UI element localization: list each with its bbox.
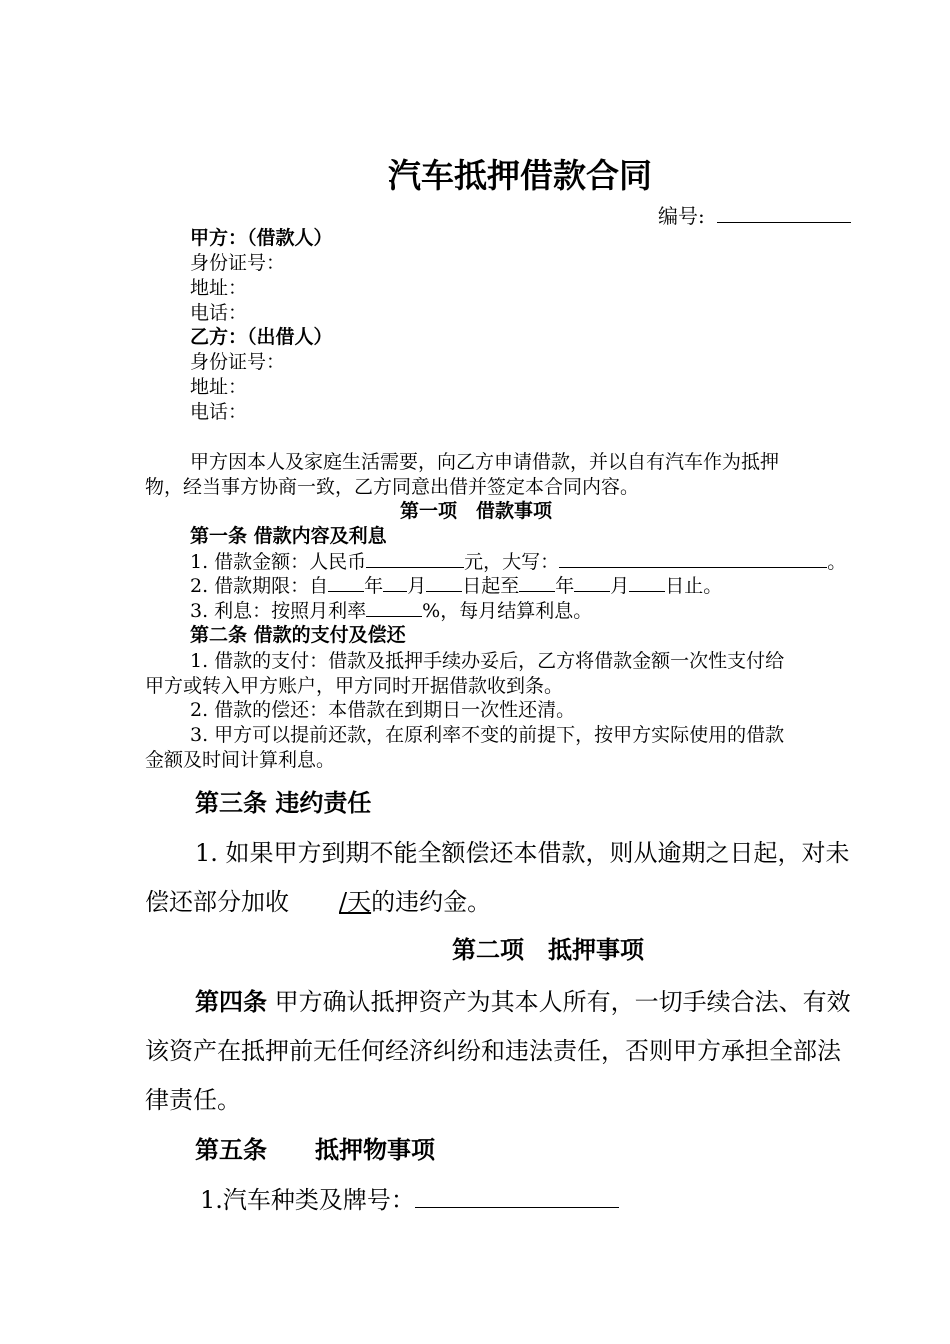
penalty-blank: /天 <box>339 888 372 916</box>
article-4-text: 甲方确认抵押资产为其本人所有，一切手续合法、有效 <box>274 988 851 1016</box>
article-4-heading: 第四条 <box>195 987 267 1016</box>
article-4-line-1 <box>195 982 851 1017</box>
article-2-item-1-line-2: 甲方或转入甲方账户，甲方同时开据借款收到条。 <box>145 675 564 697</box>
article-3-heading: 第三条 违约责任 <box>195 788 372 817</box>
section-2-heading: 第二项 抵押事项 <box>452 935 644 964</box>
serial-number-field <box>658 200 851 229</box>
article-2-heading: 第二条 借款的支付及偿还 <box>190 624 406 646</box>
item-end-mark: 。 <box>827 551 847 573</box>
article-4-line-2: 该资产在抵押前无任何经济纠纷和违法责任，否则甲方承担全部法 <box>145 1037 841 1065</box>
penalty-suffix: 的违约金。 <box>371 888 492 916</box>
amount-in-words-label: 元，大写： <box>464 551 560 573</box>
end-month-blank <box>574 573 610 592</box>
article-2-item-3-line-1: 3. 甲方可以提前还款，在原利率不变的前提下，按甲方实际使用的借款 <box>190 724 785 746</box>
serial-label: 编号: <box>658 204 705 228</box>
interest-rate-label: 3. 利息：按照月利率 <box>190 600 367 622</box>
article-1-heading: 第一条 借款内容及利息 <box>190 525 387 547</box>
article-2-item-3-line-2: 金额及时间计算利息。 <box>145 749 336 771</box>
section-1-heading: 第一项 借款事项 <box>400 500 553 522</box>
end-day-blank <box>629 573 665 592</box>
car-type-plate-label: 1.汽车种类及牌号： <box>200 1186 415 1214</box>
amount-in-words-blank <box>559 549 827 568</box>
party-b-address-label: 地址： <box>190 376 248 398</box>
start-month-blank <box>383 573 407 592</box>
car-type-plate-blank <box>415 1185 619 1208</box>
start-year-blank <box>328 573 364 592</box>
party-b-heading: 乙方：（出借人） <box>190 326 333 348</box>
end-year-blank <box>519 573 555 592</box>
month-label-2: 月 <box>610 575 630 597</box>
article-1-item-2 <box>190 573 722 598</box>
loan-term-label: 2. 借款期限：自 <box>190 575 329 597</box>
year-label-2: 年 <box>555 575 575 597</box>
article-2-item-2: 2. 借款的偿还：本借款在到期日一次性还清。 <box>190 699 576 721</box>
interest-rate-suffix: %，每月结算利息。 <box>422 600 593 622</box>
serial-blank <box>717 204 851 223</box>
penalty-label: 偿还部分加收 <box>145 888 289 916</box>
day-end-label: 日止。 <box>665 575 723 597</box>
year-label: 年 <box>364 575 384 597</box>
party-b-id-label: 身份证号： <box>190 351 286 373</box>
loan-amount-blank <box>366 549 464 568</box>
intro-line-1: 甲方因本人及家庭生活需要，向乙方申请借款，并以自有汽车作为抵押 <box>190 451 780 473</box>
interest-rate-blank <box>366 598 422 617</box>
article-4-line-3: 律责任。 <box>145 1086 241 1114</box>
intro-line-2: 物，经当事方协商一致，乙方同意出借并签定本合同内容。 <box>145 476 640 498</box>
day-to-label: 日起至 <box>462 575 520 597</box>
document-title: 汽车抵押借款合同 <box>388 156 652 195</box>
article-5-item-1 <box>200 1180 619 1215</box>
party-b-phone-label: 电话： <box>190 401 248 423</box>
article-1-item-3 <box>190 598 592 623</box>
article-3-item-1-line-2 <box>145 882 491 917</box>
article-3-item-1-line-1: 1. 如果甲方到期不能全额偿还本借款，则从逾期之日起，对未 <box>195 839 850 867</box>
party-a-heading: 甲方：（借款人） <box>190 227 333 249</box>
article-2-item-1-line-1: 1. 借款的支付：借款及抵押手续办妥后，乙方将借款金额一次性支付给 <box>190 650 785 672</box>
loan-amount-label: 1. 借款金额：人民币 <box>190 551 367 573</box>
party-a-id-label: 身份证号： <box>190 252 286 274</box>
article-5-heading: 第五条 抵押物事项 <box>195 1135 435 1164</box>
start-day-blank <box>426 573 462 592</box>
party-a-phone-label: 电话： <box>190 302 248 324</box>
month-label: 月 <box>407 575 427 597</box>
article-1-item-1 <box>190 549 846 574</box>
party-a-address-label: 地址： <box>190 277 248 299</box>
